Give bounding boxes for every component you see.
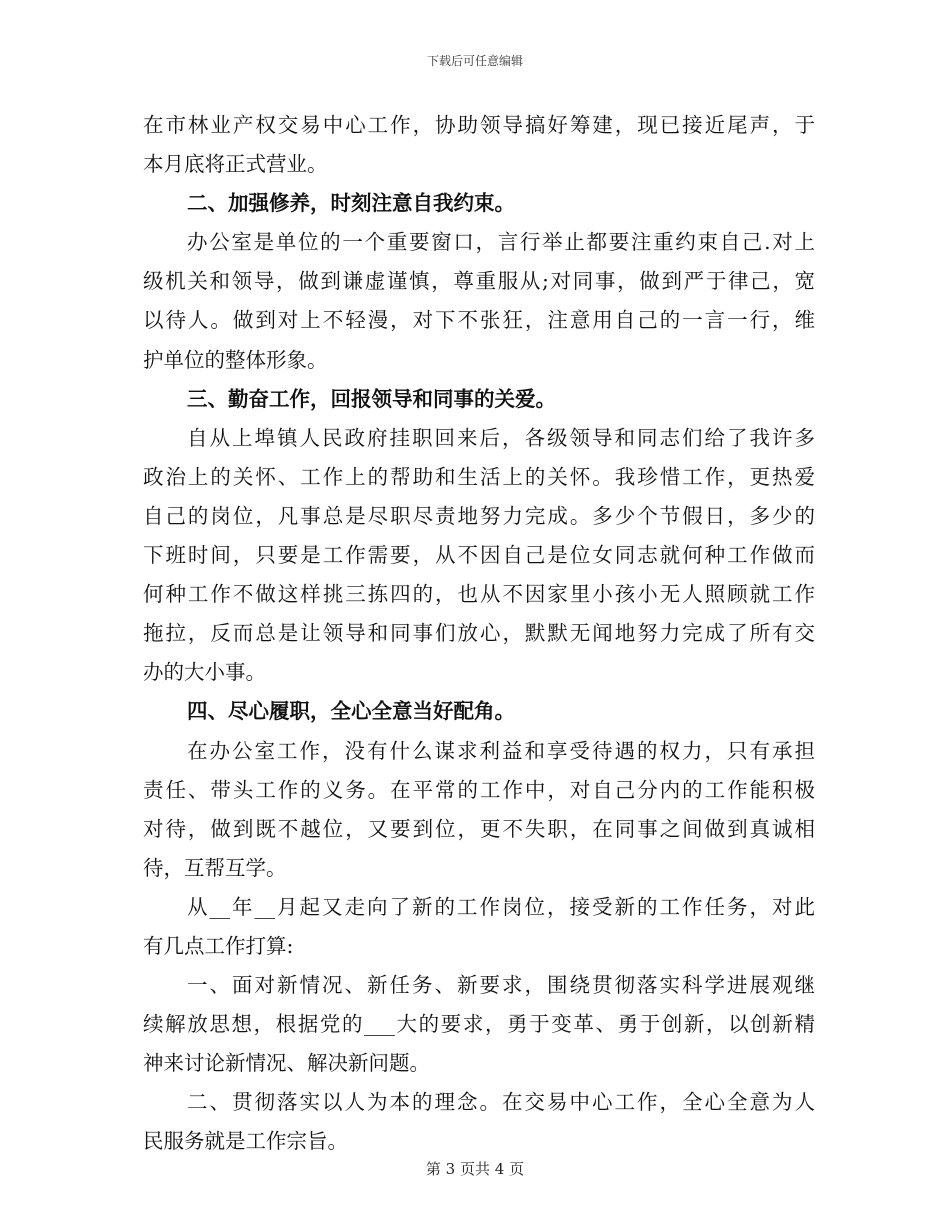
text-line: 自从上埠镇人民政府挂职回来后，各级领导和同志们给了我许多 bbox=[187, 425, 815, 450]
text-line: 有几点工作打算: bbox=[143, 933, 294, 958]
text-line: 办的大小事。 bbox=[143, 660, 266, 685]
text-line: 在办公室工作，没有什么谋求利益和享受待遇的权力，只有承担 bbox=[187, 738, 815, 763]
text-line: 对待，做到既不越位，又要到位，更不失职，在同事之间做到真诚相 bbox=[143, 816, 815, 841]
text-line: 续解放思想，根据党的___大的要求，勇于变革、勇于创新，以创新精 bbox=[143, 1012, 815, 1037]
text-line: 责任、带头工作的义务。在平常的工作中，对自己分内的工作能积极 bbox=[143, 777, 815, 802]
text-line: 民服务就是工作宗旨。 bbox=[143, 1129, 348, 1154]
text-line: 二、贯彻落实以人为本的理念。在交易中心工作，全心全意为人 bbox=[187, 1090, 815, 1115]
text-line: 待，互帮互学。 bbox=[143, 855, 287, 880]
text-line: 在市林业产权交易中心工作，协助领导搞好筹建，现已接近尾声，于 bbox=[143, 113, 815, 137]
text-line: 以待人。做到对上不轻漫，对下不张狂，注意用自己的一言一行，维 bbox=[143, 308, 815, 333]
text-line: 本月底将正式营业。 bbox=[143, 152, 328, 177]
text-line: 神来讨论新情况、解决新问题。 bbox=[143, 1051, 430, 1076]
page-number: 第 3 页共 4 页 bbox=[425, 1160, 525, 1178]
text-line: 一、面对新情况、新任务、新要求，围绕贯彻落实科学进展观继 bbox=[187, 973, 815, 998]
text-line: 护单位的整体形象。 bbox=[143, 347, 328, 372]
text-line: 级机关和领导，做到谦虚谨慎，尊重服从;对同事，做到严于律己，宽 bbox=[143, 269, 815, 294]
section-heading: 二、加强修养，时刻注意自我约束。 bbox=[187, 191, 515, 216]
text-line: 下班时间，只要是工作需要，从不因自己是位女同志就何种工作做而 bbox=[143, 543, 815, 568]
text-line: 拖拉，反而总是让领导和同事们放心，默默无闻地努力完成了所有交 bbox=[143, 621, 815, 646]
section-heading: 四、尽心履职，全心全意当好配角。 bbox=[187, 699, 515, 724]
section-heading: 三、勤奋工作，回报领导和同事的关爱。 bbox=[187, 386, 556, 411]
text-line: 自己的岗位，凡事总是尽职尽责地努力完成。多少个节假日，多少的 bbox=[143, 503, 815, 528]
text-line: 从__年__月起又走向了新的工作岗位，接受新的工作任务，对此 bbox=[187, 894, 815, 919]
text-line: 何种工作不做这样挑三拣四的，也从不因家里小孩小无人照顾就工作 bbox=[143, 582, 815, 607]
text-line: 办公室是单位的一个重要窗口，言行举止都要注重约束自己.对上 bbox=[187, 230, 815, 255]
text-line: 政治上的关怀、工作上的帮助和生活上的关怀。我珍惜工作，更热爱 bbox=[143, 464, 815, 489]
header-note: 下载后可任意编辑 bbox=[426, 54, 523, 68]
document-body bbox=[143, 106, 815, 1162]
